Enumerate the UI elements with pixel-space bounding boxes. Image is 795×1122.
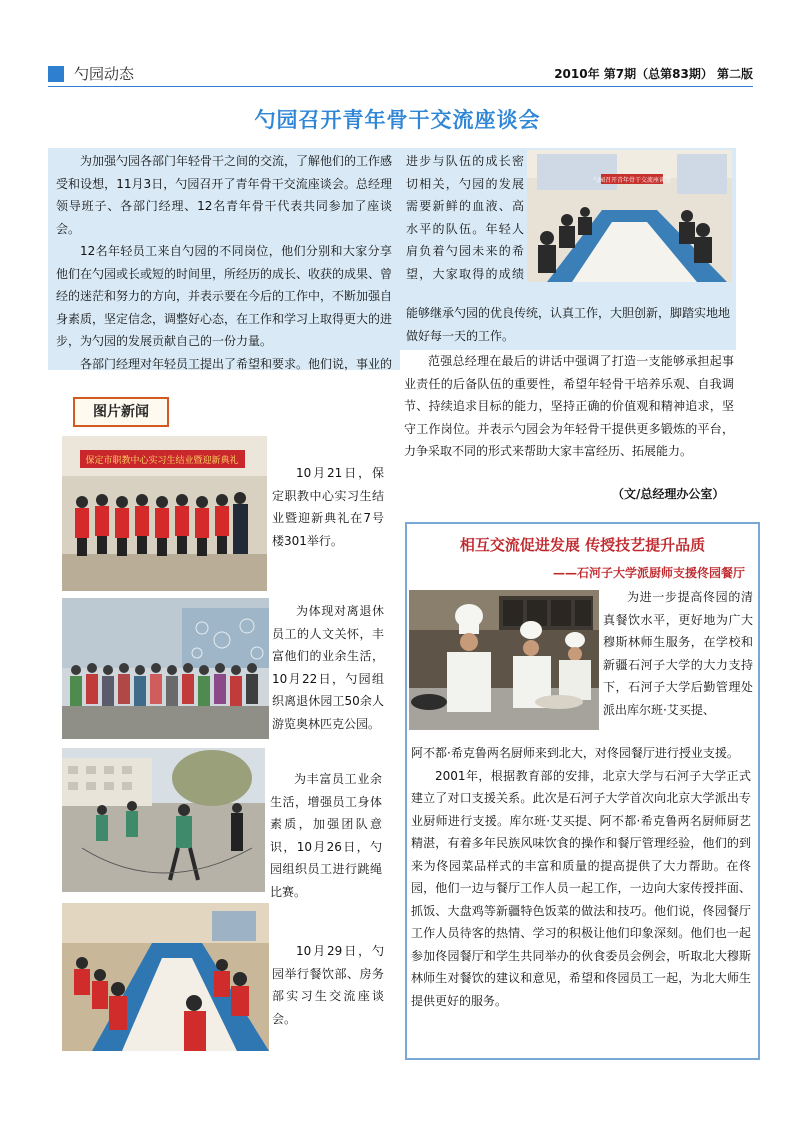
article-right-wrap-text: 进步与队伍的成长密切相关，勺园的发展需要新鲜的血液、高水平的队伍。年轻人肩负着勺园未来的希望，大家取得的成绩 [406,154,524,281]
article-paragraph-1: 为加强勺园各部门年轻骨干之间的交流，了解他们的工作感受和设想，11月3日，勺园召开了青年骨干交流座谈会。总经理领导班子、各部门经理、12名青年骨干代表共同参加了座谈会。 [56,154,393,236]
issue-info: 2010年 第7期（总第83期） 第二版 [554,67,753,81]
sidebar-article [405,522,760,1060]
sidebar-subtitle: ——石河子大学派厨师支援佟园餐厅 [552,566,745,580]
sidebar-title: 相互交流促进发展 传授技艺提升品质 [459,536,706,554]
sidebar-body [411,742,751,1012]
photo-ceremony [62,436,267,591]
article-signature: （文/总经理办公室） [612,487,725,501]
article-paragraph-2: 12名年轻员工来自勺园的不同岗位，他们分别和大家分享他们在勺园或长或短的时间里，所经历的成长、收获的成果、曾经的迷茫和努力的方向，并表示要在今后的工作中，不断加强自身素质，坚定信念，调整好心态，在工作和学习上取得更大的进步，为勺园的发展贡献自己的一份力量。 [56,244,393,348]
header-square-icon [48,66,64,82]
sidebar-wrap-block [603,586,753,721]
section-name: 勺园动态 [74,65,135,83]
meeting-photo [527,150,732,282]
sidebar-full-text: 阿不都·希克鲁两名厨师来到北大，对佟园餐厅进行授业支援。 [411,746,739,760]
article-closing-text: 范强总经理在最后的讲话中强调了打造一支能够承担起事业责任的后备队伍的重要性，希望年轻骨干培养乐观、自我调节、持续追求目标的能力，坚持正确的价值观和精神追求，坚守工作岗位。并表示勺园会为年轻骨干提供更多锻炼的平台，力争采取不同的形式来帮助大家丰富经历、拓展能力。 [404,354,734,458]
article-right-full-text: 能够继承勺园的优良传统，认真工作，大胆创新，脚踏实地地做好每一天的工作。 [406,306,731,343]
photo-caption-2: 为体现对离退休员工的人文关怀，丰富他们的业余生活，10月22日，勺园组织离退休园工50余人游览奥林匹克公园。 [272,604,384,731]
sidebar-wrap-text: 为进一步提高佟园的清真餐饮水平，更好地为广大穆斯林师生服务，在学校和新疆石河子大学的大力支持下，石河子大学后勤管理处派出库尔班·艾买提、 [603,590,753,717]
meeting-banner: 勺园召开青年骨干交流座谈会 [592,177,672,184]
chefs-photo [409,590,599,730]
photo-olympic-park [62,598,269,739]
photo-caption-1: 10月21日，保定职教中心实习生结业暨迎新典礼在7号楼301举行。 [272,466,384,548]
article-right-full-row [400,282,736,350]
article-left-column [48,148,400,370]
ceremony-banner: 保定市职教中心实习生结业暨迎新典礼 [85,456,239,466]
article-title: 勺园召开青年骨干交流座谈会 [254,108,541,132]
article-closing [404,350,734,463]
article-paragraph-3: 各部门经理对年轻员工提出了希望和要求。他们说，事业的 [80,356,393,371]
sidebar-paragraph-2: 2001年，根据教育部的安排，北京大学与石河子大学正式建立了对口支援关系。此次是石河子大学首次向北京大学派出专业厨师进行支援。库尔班·艾买提、阿不都·希克鲁两名厨师厨艺精湛，有着多年民族风味饮食的操作和餐厅管理经验，他们的到来为佟园菜品样式的丰富和质量的提高提供了大力帮助。在佟园，他们一边与餐厅工作人员一起工作，一边向大家传授拌面、抓饭、大盘鸡等新疆特色饭菜的做法和技巧。他们说，佟园餐厅工作人员待客的热情、学习的积极让他们印象深刻。他们也一起参加佟园餐厅和学生共同举办的伙食委员会例会，听取北大穆斯林师生对餐饮的建议和意见，希望和佟园员工一起，为北大师生提供更好的服务。 [411,768,751,1008]
header-divider [48,86,753,87]
photo-jump-rope [62,748,265,892]
photo-caption-4: 10月29日，勺园举行餐饮部、房务部实习生交流座谈会。 [272,944,384,1026]
photo-caption-3: 为丰富员工业余生活，增强员工身体素质，加强团队意识，10月26日，勺园组织员工进行跳绳比赛。 [270,772,382,899]
photo-intern-meeting [62,903,269,1051]
photo-news-label: 图片新闻 [73,397,169,427]
